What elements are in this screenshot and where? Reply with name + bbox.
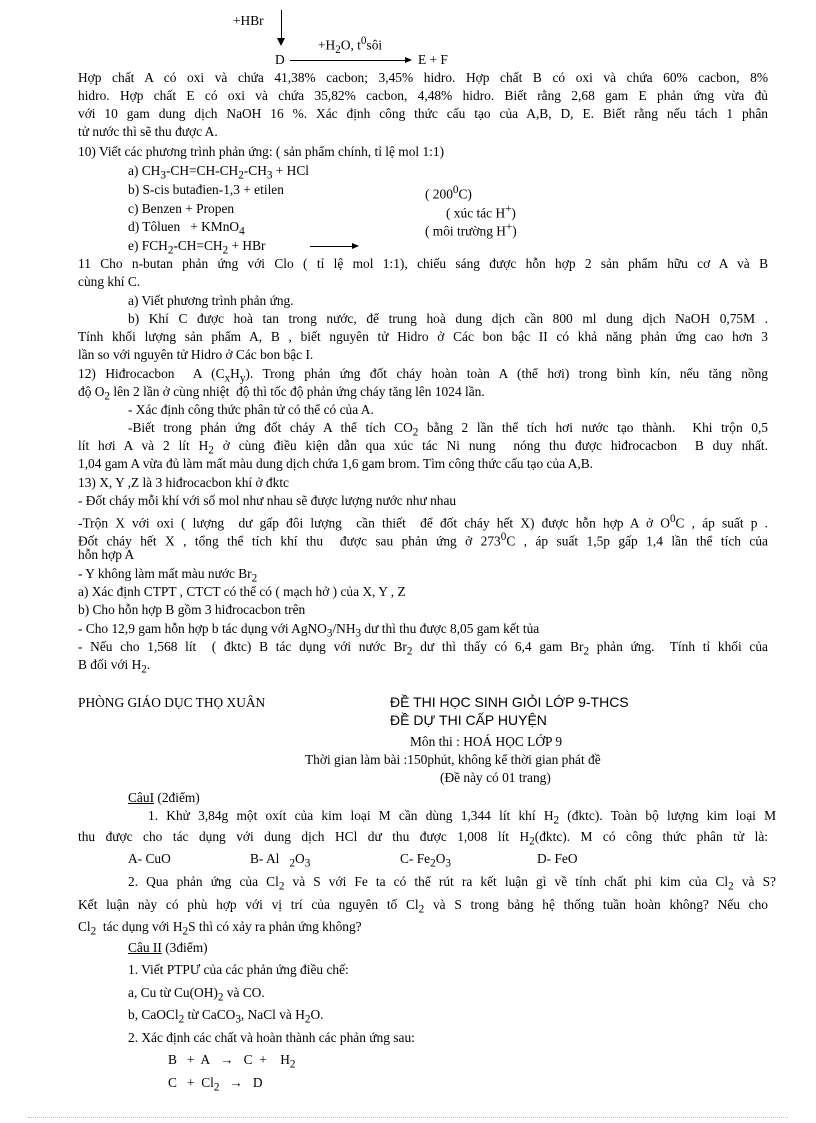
reagent-h2o: $+H_2O$, $t^0sôi$ xyxy=(318,35,383,57)
cau-1-q2-line-2: Kết luận này có phù hợp với vị trí của nguyên tố $Cl_2$ và S trong bảng hệ thống tuần hoàn không? Nếu cho xyxy=(78,897,768,916)
reagent-hbr: +HBr xyxy=(233,13,264,28)
q11-line-2: cùng khí C. xyxy=(78,274,141,289)
cau-2-line-2: a, Cu từ $Cu(OH)_2$ và CO. xyxy=(128,985,265,1004)
cau-1-q2-line-1: 2. Qua phản ứng của $Cl_2$ và S với Fe ta có thể rút ra kết luận gì về tính chất phi kim của $Cl_2$ và S? xyxy=(128,874,776,893)
products-ef: E + F xyxy=(418,52,448,67)
q13-line-1: 13) X, Y ,Z là 3 hiđrocacbon khí ở đktc xyxy=(78,475,289,490)
q10-title: 10) Viết các phương trình phản ứng: ( sản phẩm chính, tỉ lệ mol 1:1) xyxy=(78,144,445,159)
q12-line-6: 1,04 gam A vừa đủ làm mất màu dung dịch chứa 1,6 gam brom. Tìm công thức cấu tạo của A,B. xyxy=(78,456,594,471)
header-exam-title: ĐỀ THI HỌC SINH GIỎI LỚP 9-THCS xyxy=(390,694,629,710)
q12-line-1: 12) Hiđrocacbon A $(C_xH_y)$. Trong phản ứng đốt cháy hoàn toàn A (thể hơi) trong bình kín, nếu tăng nồng xyxy=(78,366,768,385)
down-arrow-line xyxy=(281,10,282,38)
q11-part-b: b) Khí C được hoà tan trong nước, để trung hoà dung dịch cần 800 ml dung dịch NaOH 0,75M . xyxy=(128,311,768,326)
p1-line-4: tử nước thì sẽ thu được A. xyxy=(78,124,218,139)
page-bottom-rule xyxy=(28,1117,788,1118)
header-pages: (Đề này có 01 trang) xyxy=(440,770,551,785)
q13-line-5: hỗn hợp A xyxy=(78,547,135,562)
cau-1-q2-line-3: $Cl_2$ tác dụng với $H_2S$ thì có xảy ra phản ứng không? xyxy=(78,919,362,938)
cau-2-label: Câu II xyxy=(128,940,162,955)
cau-1-label: CâuI xyxy=(128,790,155,805)
q11-line-5: Tính khối lượng sản phẩm A, B , biết nguyên tử Hidro ở Các bon bậc II có khả năng phản ứng cao hơn 3 xyxy=(78,329,768,344)
cau-1-points: (2điểm) xyxy=(154,790,200,805)
p1-line-3: với 10 gam dung dịch NaOH 16 %. Xác định công thức cấu tạo của A,B, D, E. Biết rằng nếu tách 1 phân xyxy=(78,106,768,121)
q13-line-8: b) Cho hỗn hợp B gồm 3 hiđrocacbon trên xyxy=(78,602,306,617)
q10-a: a) $CH_3-CH=CH-CH_2-CH_3$ + HCl xyxy=(128,163,310,182)
cau-1-q1-line-2: thu được cho tác dụng với dung dịch HCl dư thu được 1,008 lít $H_2(đktc)$. M có công thức phân tử là: xyxy=(78,829,768,848)
cau-2-line-4: 2. Xác định các chất và hoàn thành các phản ứng sau: xyxy=(128,1030,415,1045)
option-c: C- $Fe_2O_3$ xyxy=(400,851,451,870)
p1-line-2: hidro. Hợp chất E có oxi và chứa 35,82% cacbon, 4,48% hidro. Biết rằng 2,68 gam E phản ứng vừa đủ xyxy=(78,88,768,103)
compound-d: D xyxy=(275,52,285,67)
option-a: A- CuO xyxy=(128,851,171,866)
q11-line-1: 11 Cho n-butan phản ứng với Clo ( tỉ lệ mol 1:1), chiếu sáng được hỗn hợp 2 sản phẩm hữu cơ A và B xyxy=(78,256,768,271)
cau-2-line-1: 1. Viết PTPƯ của các phản ứng điều chế: xyxy=(128,962,349,977)
q13-line-11: B đối với $H_2$. xyxy=(78,657,151,676)
cau-2-line-3: b, CaOCl$_2$ từ CaCO$_3$, NaCl và $H_2O$. xyxy=(128,1007,324,1026)
q10-c: c) Benzen + Propen xyxy=(128,201,235,216)
header-exam-level: ĐỀ DỰ THI CẤP HUYỆN xyxy=(390,712,547,728)
cau-1-heading xyxy=(128,790,200,806)
q10-d-condition: ( môi trường H+) xyxy=(425,221,517,239)
cau-2-points: (3điểm) xyxy=(161,940,208,955)
q10-e-arrow-head xyxy=(352,243,359,249)
option-d: D- FeO xyxy=(537,851,578,866)
q11-part-a: a) Viết phương trình phản ứng. xyxy=(128,293,294,308)
q13-line-10: - Nếu cho 1,568 lít ( đktc) B tác dụng với nước $Br_2$ dư thì thấy có 6,4 gam $Br_2$ phản ứng. Tính tỉ khối của xyxy=(78,639,768,658)
reaction-2: $C + Cl_2 \to D$ xyxy=(168,1075,263,1094)
q10-b: b) S-cis butađien-1,3 + etilen xyxy=(128,182,284,197)
option-b: B- Al $_2O_3$ xyxy=(250,851,311,870)
down-arrow-head xyxy=(277,38,285,46)
q10-e: e) $FCH_2-CH=CH_2$ + HBr xyxy=(128,238,266,257)
q13-line-7: a) Xác định CTPT , CTCT có thể có ( mạch hở ) của X, Y , Z xyxy=(78,584,406,599)
q11-line-6: lần so với nguyên tử Hidro ở Các bon bậc I. xyxy=(78,347,314,362)
q13-line-6: - Y không làm mất màu nước $Br_2$ xyxy=(78,566,258,585)
q12-line-3: - Xác định công thức phân tử có thể có của A. xyxy=(128,402,374,417)
q13-line-4: Đốt cháy hết X , tổng thể tích khí thu được sau phản ứng ở $273^0C$ , áp suất 1,5p gấp 1,4 lần thể tích của xyxy=(78,531,768,549)
q10-e-arrow-line xyxy=(310,246,352,247)
q10-b-condition: ( $200^0C$) xyxy=(425,184,472,202)
q13-line-9: - Cho 12,9 gam hỗn hợp b tác dụng với $AgNO_3/NH_3$ dư thì thu được 8,05 gam kết tủa xyxy=(78,621,540,640)
q10-d: d) Tôluen + KMnO$_4$ xyxy=(128,219,245,238)
cau-1-q1-line-1: 1. Khử 3,84g một oxít của kim loại M cần dùng 1,344 lít khí $H_2$ (đktc). Toàn bộ lượng kim loại M xyxy=(148,808,776,827)
q13-line-3: -Trộn X với oxi ( lượng dư gấp đôi lượng cần thiết để đốt cháy hết X) được hỗn hợp A ở $O^0C$ , áp suất p . xyxy=(78,513,768,531)
q10-c-condition: ( xúc tác H+) xyxy=(446,203,516,221)
header-subject: Môn thi : HOÁ HỌC LỚP 9 xyxy=(410,734,563,749)
reaction-arrow-line xyxy=(290,60,405,61)
q12-line-4: -Biết trong phản ứng đốt cháy A thể tích $CO_2$ bằng 2 lần thể tích hơi nước tạo thành. Khi trộn 0,5 xyxy=(128,420,768,439)
p1-line-1: Hợp chất A có oxi và chứa 41,38% cacbon; 3,45% hidro. Hợp chất B có oxi và chứa 60% cacbon, 8% xyxy=(78,70,768,85)
cau-2-heading xyxy=(128,940,208,956)
reaction-arrow-head xyxy=(405,57,412,63)
header-time: Thời gian làm bài :150phút, không kể thời gian phát đề xyxy=(305,752,601,767)
header-department: PHÒNG GIÁO DỤC THỌ XUÂN xyxy=(78,695,266,710)
q12-line-5: lít hơi A và 2 lít $H_2$ ở cùng điều kiện dẫn qua xúc tác Ni nung nóng thu được hiđrocacbon B duy nhất. xyxy=(78,438,768,457)
q12-line-2: độ $O_2$ lên 2 lần ở cùng nhiệt độ thì tốc độ phản ứng cháy tăng lên 1024 lần. xyxy=(78,384,485,403)
q13-line-2: - Đốt cháy mỗi khí với số mol như nhau sẽ được lượng nước như nhau xyxy=(78,493,457,508)
reaction-1: B + A → C + $H_2$ xyxy=(168,1052,296,1071)
